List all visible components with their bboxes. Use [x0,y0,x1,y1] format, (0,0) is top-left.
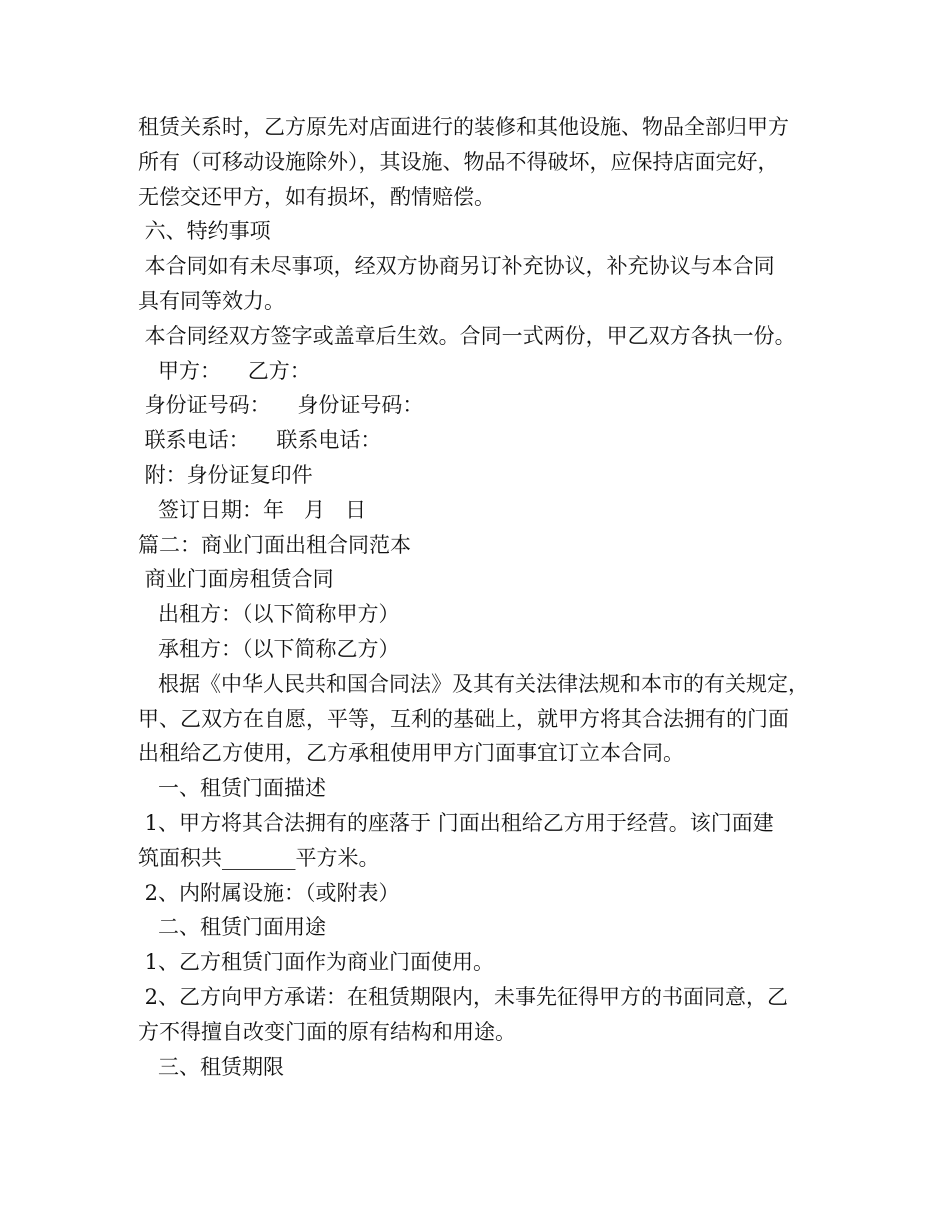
text-line: 本合同如有未尽事项，经双方协商另订补充协议，补充协议与本合同 [138,254,775,279]
section-heading-description: 一、租赁门面描述 [138,776,327,801]
section-heading-purpose: 二、租赁门面用途 [138,915,327,940]
document-body [138,110,818,1084]
text-line: 1、甲方将其合法拥有的座落于 门面出租给乙方用于经营。该门面建 [138,810,774,835]
text-line: 具有同等效力。 [138,288,285,313]
text-line: 出租给乙方使用，乙方承租使用甲方门面事宜订立本合同。 [138,741,684,766]
section-heading-term: 三、租赁期限 [138,1054,285,1079]
signature-line-parties: 甲方： 乙方： [138,358,311,383]
signature-line-phone: 联系电话： 联系电话： [138,428,382,453]
text-line: 2、内附属设施：（或附表） [138,880,400,905]
text-line: 根据《中华人民共和国合同法》及其有关法律法规和本市的有关规定， [138,671,810,696]
text-line: 1、乙方租赁门面作为商业门面使用。 [138,950,495,975]
text-line: 甲、乙双方在自愿，平等，互利的基础上，就甲方将其合法拥有的门面 [138,706,789,731]
article-title: 篇二：商业门面出租合同范本 [138,532,411,557]
text-line: 本合同经双方签字或盖章后生效。合同一式两份，甲乙双方各执一份。 [138,323,796,348]
lessor-line: 出租方：（以下简称甲方） [138,602,400,627]
text-line-continuation: 无偿交还甲方，如有损坏，酌情赔偿。 [138,184,495,209]
text-line: 筑面积共_______平方米。 [138,845,380,870]
contract-title: 商业门面房租赁合同 [138,567,334,592]
text-line-continuation: 租赁关系时，乙方原先对店面进行的装修和其他设施、物品全部归甲方 [138,115,789,139]
signing-date-line: 签订日期：年 月 日 [138,497,367,522]
attachment-note: 附：身份证复印件 [138,462,313,487]
text-line-continuation: 所有（可移动设施除外），其设施、物品不得破坏，应保持店面完好， [138,149,779,174]
text-line: 2、乙方向甲方承诺：在租赁期限内，未事先征得甲方的书面同意，乙 [138,984,789,1009]
signature-line-id-number: 身份证号码： 身份证号码： [138,393,424,418]
text-line: 方不得擅自改变门面的原有结构和用途。 [138,1019,516,1044]
lessee-line: 承租方：（以下简称乙方） [138,636,400,661]
section-heading-special-terms: 六、特约事项 [138,219,271,244]
